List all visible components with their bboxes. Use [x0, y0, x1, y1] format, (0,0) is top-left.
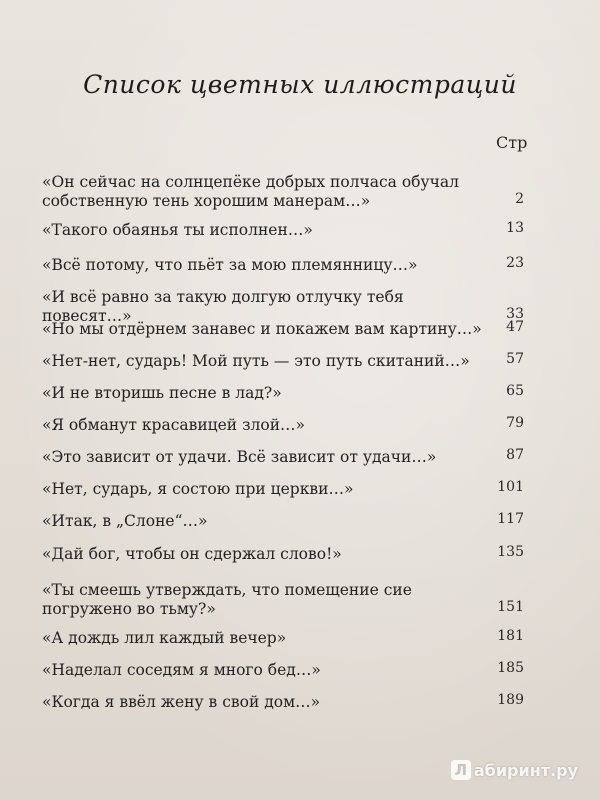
list-item: [42, 173, 524, 211]
entry-page-number: 23: [506, 255, 524, 271]
entry-text: «Итак, в „Слоне“…»: [42, 512, 208, 530]
entry-page-number: 151: [497, 599, 524, 615]
list-item: [42, 581, 524, 619]
list-item: [42, 384, 524, 403]
list-item: [42, 661, 524, 680]
entry-page-number: 57: [506, 351, 524, 367]
labirint-logo-icon: Л: [451, 760, 471, 780]
entry-page-number: 47: [506, 319, 524, 335]
list-item: [42, 256, 524, 275]
list-item: [42, 480, 524, 499]
list-item: [42, 221, 524, 240]
entry-page-number: 13: [506, 220, 524, 236]
entry-text: «Но мы отдёрнем занавес и покажем вам картину…»: [42, 320, 482, 338]
list-item: [42, 629, 524, 648]
entry-text: «Он сейчас на солнцепёке добрых полчаса обучал собственную тень хорошим манерам…»: [42, 173, 459, 210]
entry-page-number: 2: [515, 191, 524, 207]
entry-text: «Это зависит от удачи. Всё зависит от удачи…»: [42, 448, 437, 466]
entry-text: «И не вторишь песне в лад?»: [42, 384, 282, 402]
page-column-header: Стр: [496, 133, 528, 152]
entry-text: «А дождь лил каждый вечер»: [42, 629, 287, 647]
entry-page-number: 181: [497, 628, 524, 644]
entry-page-number: 101: [497, 479, 524, 495]
entry-page-number: 87: [506, 447, 524, 463]
entry-page-number: 65: [506, 383, 524, 399]
entry-page-number: 117: [497, 511, 524, 527]
labirint-watermark: [451, 760, 578, 780]
entry-page-number: 189: [497, 692, 524, 708]
page-title: Список цветных иллюстраций: [83, 70, 517, 99]
entry-page-number: 185: [497, 660, 524, 676]
list-item: [42, 320, 524, 339]
entry-text: «Всё потому, что пьёт за мою племянницу…»: [42, 256, 418, 274]
entry-text: «Наделал соседям я много бед…»: [42, 661, 321, 679]
list-item: [42, 416, 524, 435]
entry-page-number: 33: [506, 306, 524, 322]
entry-text: «Дай бог, чтобы он сдержал слово!»: [42, 545, 342, 563]
entry-text: «Такого обаянья ты исполнен…»: [42, 221, 313, 239]
entry-text: «Нет, сударь, я состою при церкви…»: [42, 480, 354, 498]
list-item: [42, 352, 524, 371]
entry-text: «Нет-нет, сударь! Мой путь — это путь скитаний…»: [42, 352, 470, 370]
list-item: [42, 545, 524, 564]
entry-text: «Когда я ввёл жену в свой дом…»: [42, 693, 321, 711]
entry-page-number: 135: [497, 544, 524, 560]
watermark-text: абиринт.ру: [473, 760, 578, 780]
entry-text: «Ты смеешь утверждать, что помещение сие погружено во тьму?»: [42, 581, 412, 618]
entry-text: «Я обманут красавицей злой…»: [42, 416, 306, 434]
list-item: [42, 512, 524, 531]
list-item: [42, 448, 524, 467]
list-item: [42, 693, 524, 712]
entry-text: «И всё равно за такую долгую отлучку тебя повесят…»: [42, 288, 404, 325]
entry-page-number: 79: [506, 415, 524, 431]
